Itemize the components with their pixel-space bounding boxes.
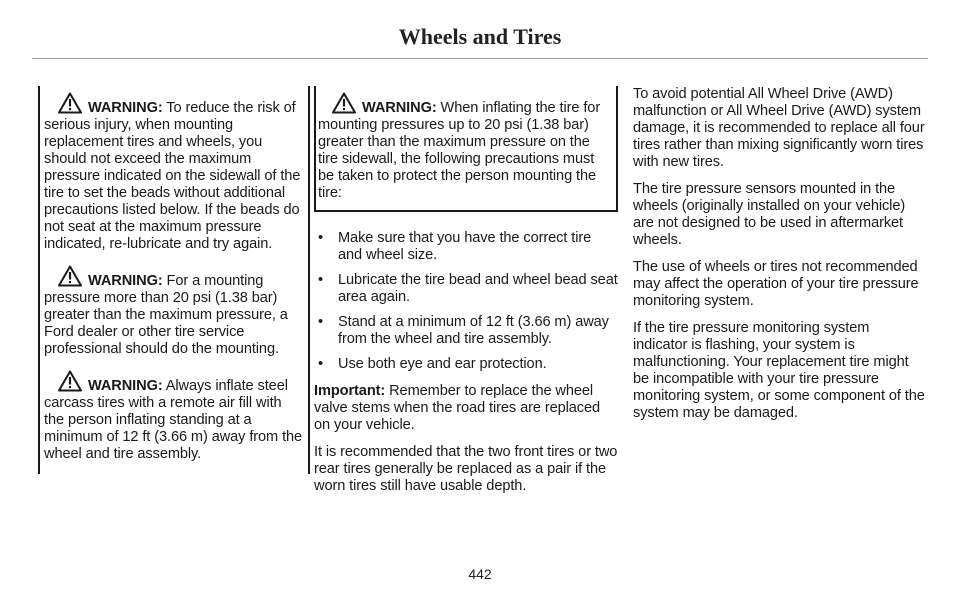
important-label: Important: [314,383,386,399]
warning-triangle-icon [58,92,82,114]
important-text: Remember to replace the wheel valve stems when the road tires are replaced on your vehicle. [314,383,601,433]
header-divider [32,58,928,59]
warning-label: WARNING: [362,100,437,116]
list-item [314,272,618,306]
body-paragraph: If the tire pressure monitoring system indicator is flashing, your system is malfunctioning. Your replacement tire might be incompatible with your tire pressure monitoring system, or some component of the system may be damaged. [633,320,925,421]
warning-block-1 [44,92,305,253]
warning-text: Always inflate steel carcass tires with a remote air fill with the person inflating standing at a minimum of 12 ft (3.66 m) away from the wheel and tire assembly. [44,378,303,462]
column-right [633,86,925,422]
warning-label: WARNING: [88,378,163,394]
warning-text: For a mounting pressure more than 20 psi (1.38 bar) greater than the maximum pressure, a Ford dealer or other tire service professional should do the mounting. [44,273,288,357]
body-paragraph: To avoid potential All Wheel Drive (AWD) malfunction or All Wheel Drive (AWD) system damage, it is recommended to replace all four tires rather than mixing significantly worn tires with new tires. [633,86,925,170]
warning-triangle-icon [332,92,356,114]
bullet-glyph: • [318,314,324,330]
warning-block-2 [44,265,305,358]
important-note [314,383,618,434]
warning-label: WARNING: [88,100,163,116]
page-title: Wheels and Tires [398,24,562,49]
warning-panel [38,86,310,474]
warning-label: WARNING: [88,273,163,289]
list-item-text: Lubricate the tire bead and wheel bead seat area again. [338,272,618,305]
warning-triangle-icon [58,370,82,392]
list-item [314,314,618,348]
bullet-glyph: • [318,230,324,246]
list-item [314,230,618,264]
column-left [38,86,310,474]
warning-triangle-icon [58,265,82,287]
list-item-text: Make sure that you have the correct tire and wheel size. [338,230,592,263]
warning-block-4 [318,92,612,202]
bullet-glyph: • [318,356,324,372]
bullet-glyph: • [318,272,324,288]
page-number: 442 [468,566,492,582]
precautions-list [314,230,618,373]
list-item-text: Use both eye and ear protection. [338,356,547,372]
body-paragraph: It is recommended that the two front tires or two rear tires generally be replaced as a pair if the worn tires still have usable depth. [314,444,618,494]
list-item [314,356,618,373]
body-paragraph: The use of wheels or tires not recommended may affect the operation of your tire pressure monitoring system. [633,259,919,309]
body-paragraph: The tire pressure sensors mounted in the wheels (originally installed on your vehicle) are not designed to be used in aftermarket wheels. [633,181,906,248]
warning-text: When inflating the tire for mounting pressures up to 20 psi (1.38 bar) greater than the maximum pressure on the tire sidewall, the following precautions must be taken to protect the person mounting the tire: [318,100,601,201]
warning-block-3 [44,370,305,463]
warning-text: To reduce the risk of serious injury, when mounting replacement tires and wheels, you should not exceed the maximum pressure indicated on the sidewall of the tire to set the beads without additional precautions listed below. If the beads do not seat at the maximum pressure indicated, re-lubricate and try again. [44,100,301,252]
list-item-text: Stand at a minimum of 12 ft (3.66 m) away from the wheel and tire assembly. [338,314,609,347]
column-middle [314,86,618,495]
warning-box [314,86,618,212]
